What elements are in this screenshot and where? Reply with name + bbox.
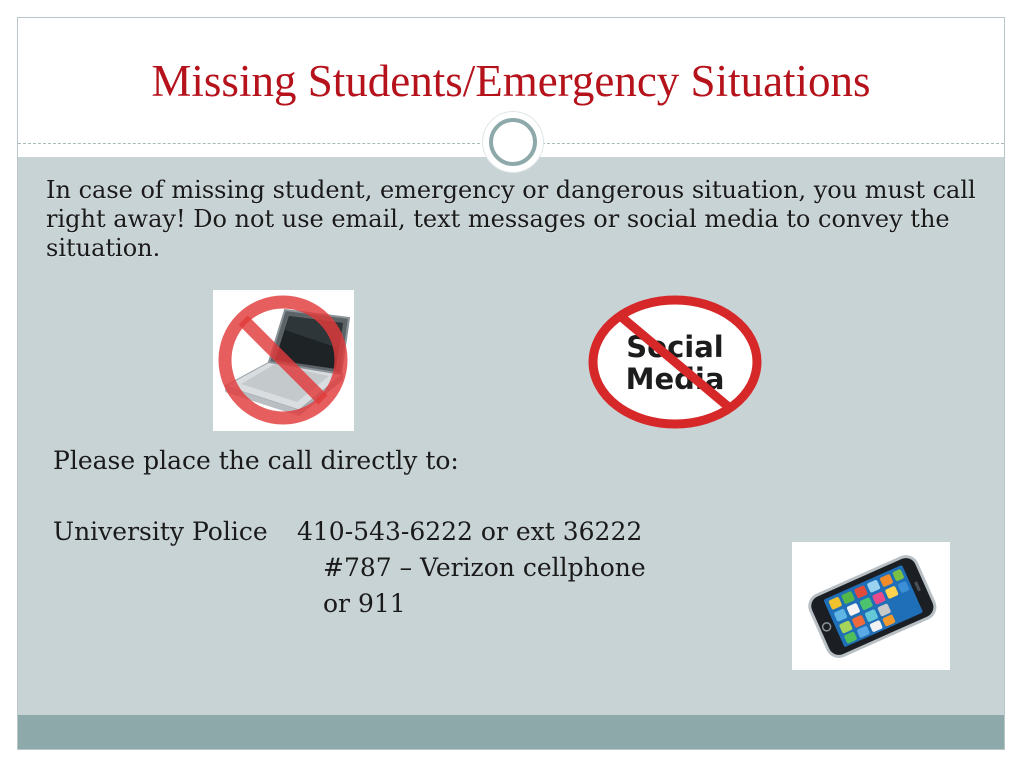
- bottom-bar: [18, 715, 1004, 749]
- no-laptop-icon: [213, 290, 354, 431]
- social-word: Social: [626, 330, 724, 364]
- slide-title: Missing Students/Emergency Situations: [151, 56, 871, 106]
- slide-frame: [17, 17, 1005, 750]
- smartphone-icon: [792, 542, 950, 670]
- contact-phone: 410-543-6222 or ext 36222: [297, 517, 643, 546]
- ring-icon: [489, 118, 537, 166]
- call-instruction: Please place the call directly to:: [53, 446, 459, 475]
- divider-ornament: [483, 112, 543, 172]
- no-social-media-image: [585, 293, 765, 431]
- media-word: Media: [625, 362, 725, 396]
- intro-text: In case of missing student, emergency or dangerous situation, you must call right away! Do not use email, text messages or social media to convey the situation.: [46, 176, 976, 262]
- contact-cellphone: #787 – Verizon cellphone: [323, 553, 646, 582]
- contact-name: University Police: [53, 517, 268, 546]
- contact-911: or 911: [323, 589, 406, 618]
- smartphone-image: [792, 542, 950, 670]
- no-social-media-icon: [585, 293, 765, 431]
- no-laptop-image: [213, 290, 354, 431]
